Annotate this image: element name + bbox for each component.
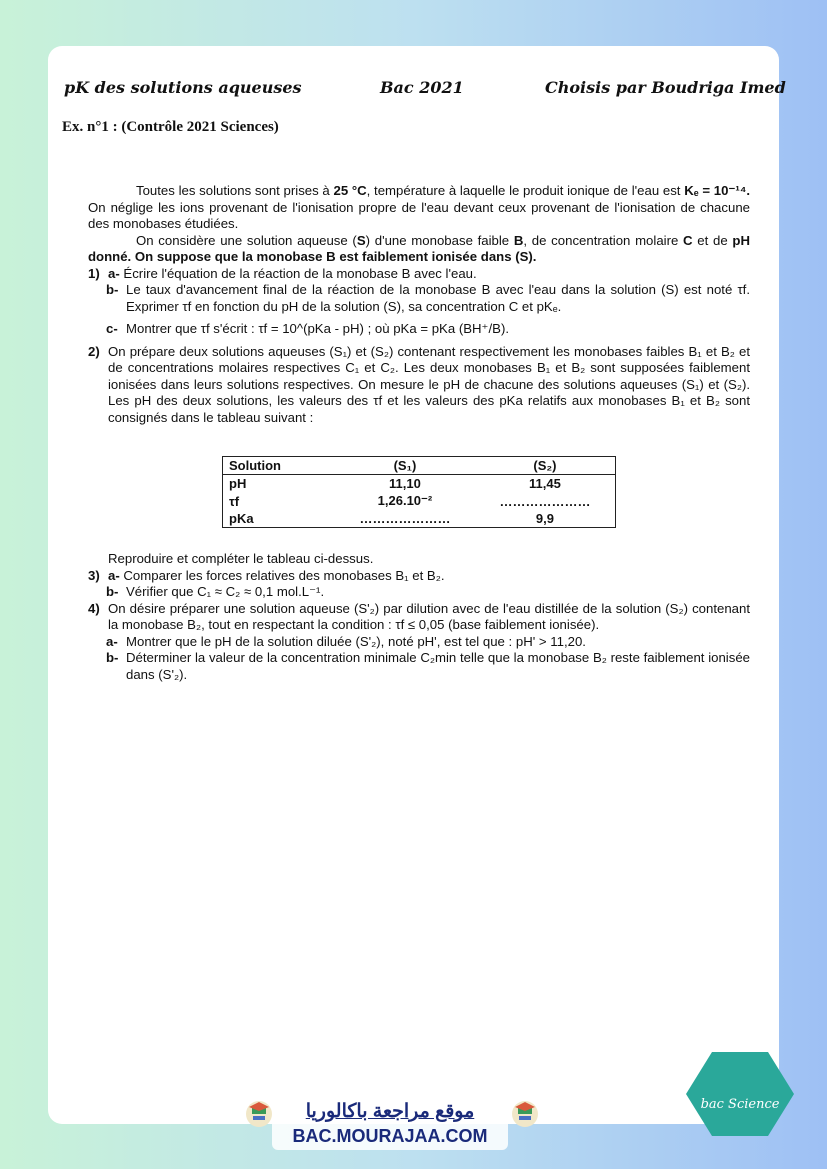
header-right: Choisis par Boudriga Imed bbox=[545, 78, 786, 97]
table-cell: ………………… bbox=[499, 493, 591, 509]
question-2: 2) On prépare deux solutions aqueuses (S₁) et (S₂) contenant respectivement les monobases faibles B₁ et B₂ et de concentrations molaires respectives C₁ et C₂. Les deux monobases B₁ et B₂ sont supposées faiblement ionisées dans leurs solutions respectives. On mesure le pH de chacune des solutions aqueuses (S₁) et (S₂). Les pH des deux solutions, les valeurs des τf et les valeurs des pKa relatifs aux monobases B₁ et B₂ sont consignés dans le tableau suivant : bbox=[88, 343, 750, 425]
question-4: 4) On désire préparer une solution aqueuse (S'₂) par dilution avec de l'eau distillée de la solution (S₂) contenant la monobase B₂, tout en respectant la condition : τf ≤ 0,05 (base faiblement ionisée). bbox=[88, 600, 750, 632]
table-cell: 9,9 bbox=[535, 511, 554, 526]
intro-paragraph-1: Toutes les solutions sont prises à 25 °C, température à laquelle le produit ionique de l'eau est Kₑ = 10⁻¹⁴. On néglige les ions provenant de l'ionisation propre de l'eau devant ceux provenant de l'ionisation de chacune des monobases étudiées. bbox=[88, 183, 751, 231]
table-row bbox=[223, 475, 616, 493]
question-4a: a- Montrer que le pH de la solution diluée (S'₂), noté pH', est tel que : pH' > 11,20. bbox=[106, 633, 586, 649]
table-header-cell: Solution bbox=[223, 457, 336, 475]
question-1b: b- Le taux d'avancement final de la réaction de la monobase B avec l'eau dans la solution (S) est noté τf. Exprimer τf en fonction du pH de la solution (S), sa concentration C et pKₑ. bbox=[106, 282, 750, 314]
logo-text: bac Science bbox=[700, 1097, 780, 1112]
header-center: Bac 2021 bbox=[380, 78, 464, 97]
question-1c: c- Montrer que τf s'écrit : τf = 10^(pKa - pH) ; où pKa = pKa (BH⁺/B). bbox=[106, 321, 510, 336]
table-header-cell: (S₂) bbox=[475, 457, 616, 475]
intro-paragraph-2: On considère une solution aqueuse (S) d'une monobase faible B, de concentration molaire C et de pH donné. On suppose que la monobase B est faiblement ionisée dans (S). bbox=[88, 232, 751, 264]
table-instruction: Reproduire et compléter le tableau ci-dessus. bbox=[108, 551, 374, 566]
question-3: 3) a- Comparer les forces relatives des monobases B₁ et B₂. bbox=[88, 568, 750, 585]
data-table bbox=[222, 456, 616, 528]
question-1: 1) a- Écrire l'équation de la réaction de la monobase B avec l'eau. bbox=[88, 266, 750, 283]
exercise-body bbox=[88, 183, 750, 426]
table-header-row bbox=[223, 457, 616, 475]
table-cell: τf bbox=[229, 493, 240, 509]
table-cell: ………………… bbox=[359, 511, 451, 526]
question-3a: a- Comparer les forces relatives des monobases B₁ et B₂. bbox=[108, 567, 445, 583]
table-cell: pH bbox=[229, 476, 247, 491]
exercise-title: Ex. n°1 : (Contrôle 2021 Sciences) bbox=[62, 119, 279, 135]
footer-banner bbox=[272, 1078, 508, 1150]
table-cell: 11,10 bbox=[389, 476, 421, 491]
header-left: pK des solutions aqueuses bbox=[64, 78, 302, 97]
table-cell: 11,45 bbox=[529, 476, 561, 491]
table-header-cell: (S₁) bbox=[335, 457, 475, 475]
bac-science-logo bbox=[684, 1050, 796, 1138]
table-row bbox=[223, 510, 616, 528]
table-cell: pKa bbox=[229, 511, 254, 526]
graduation-cap-icon bbox=[244, 1092, 274, 1132]
question-1a: a- Écrire l'équation de la réaction de la monobase B avec l'eau. bbox=[108, 265, 477, 281]
exercise-body-continued bbox=[88, 551, 750, 683]
graduation-cap-icon bbox=[510, 1092, 540, 1132]
table-cell: 1,26.10⁻² bbox=[377, 493, 433, 508]
question-3b: b- Vérifier que C₁ ≈ C₂ ≈ 0,1 mol.L⁻¹. bbox=[106, 584, 325, 599]
footer-url-link[interactable]: BAC.MOURAJAA.COM bbox=[292, 1126, 488, 1146]
footer-arabic-link[interactable]: موقع مراجعة باكالوريا bbox=[305, 1101, 475, 1122]
question-4b: b- Déterminer la valeur de la concentration minimale C₂min telle que la monobase B₂ reste faiblement ionisée dans (S'₂). bbox=[106, 650, 750, 682]
table-row bbox=[223, 492, 616, 510]
